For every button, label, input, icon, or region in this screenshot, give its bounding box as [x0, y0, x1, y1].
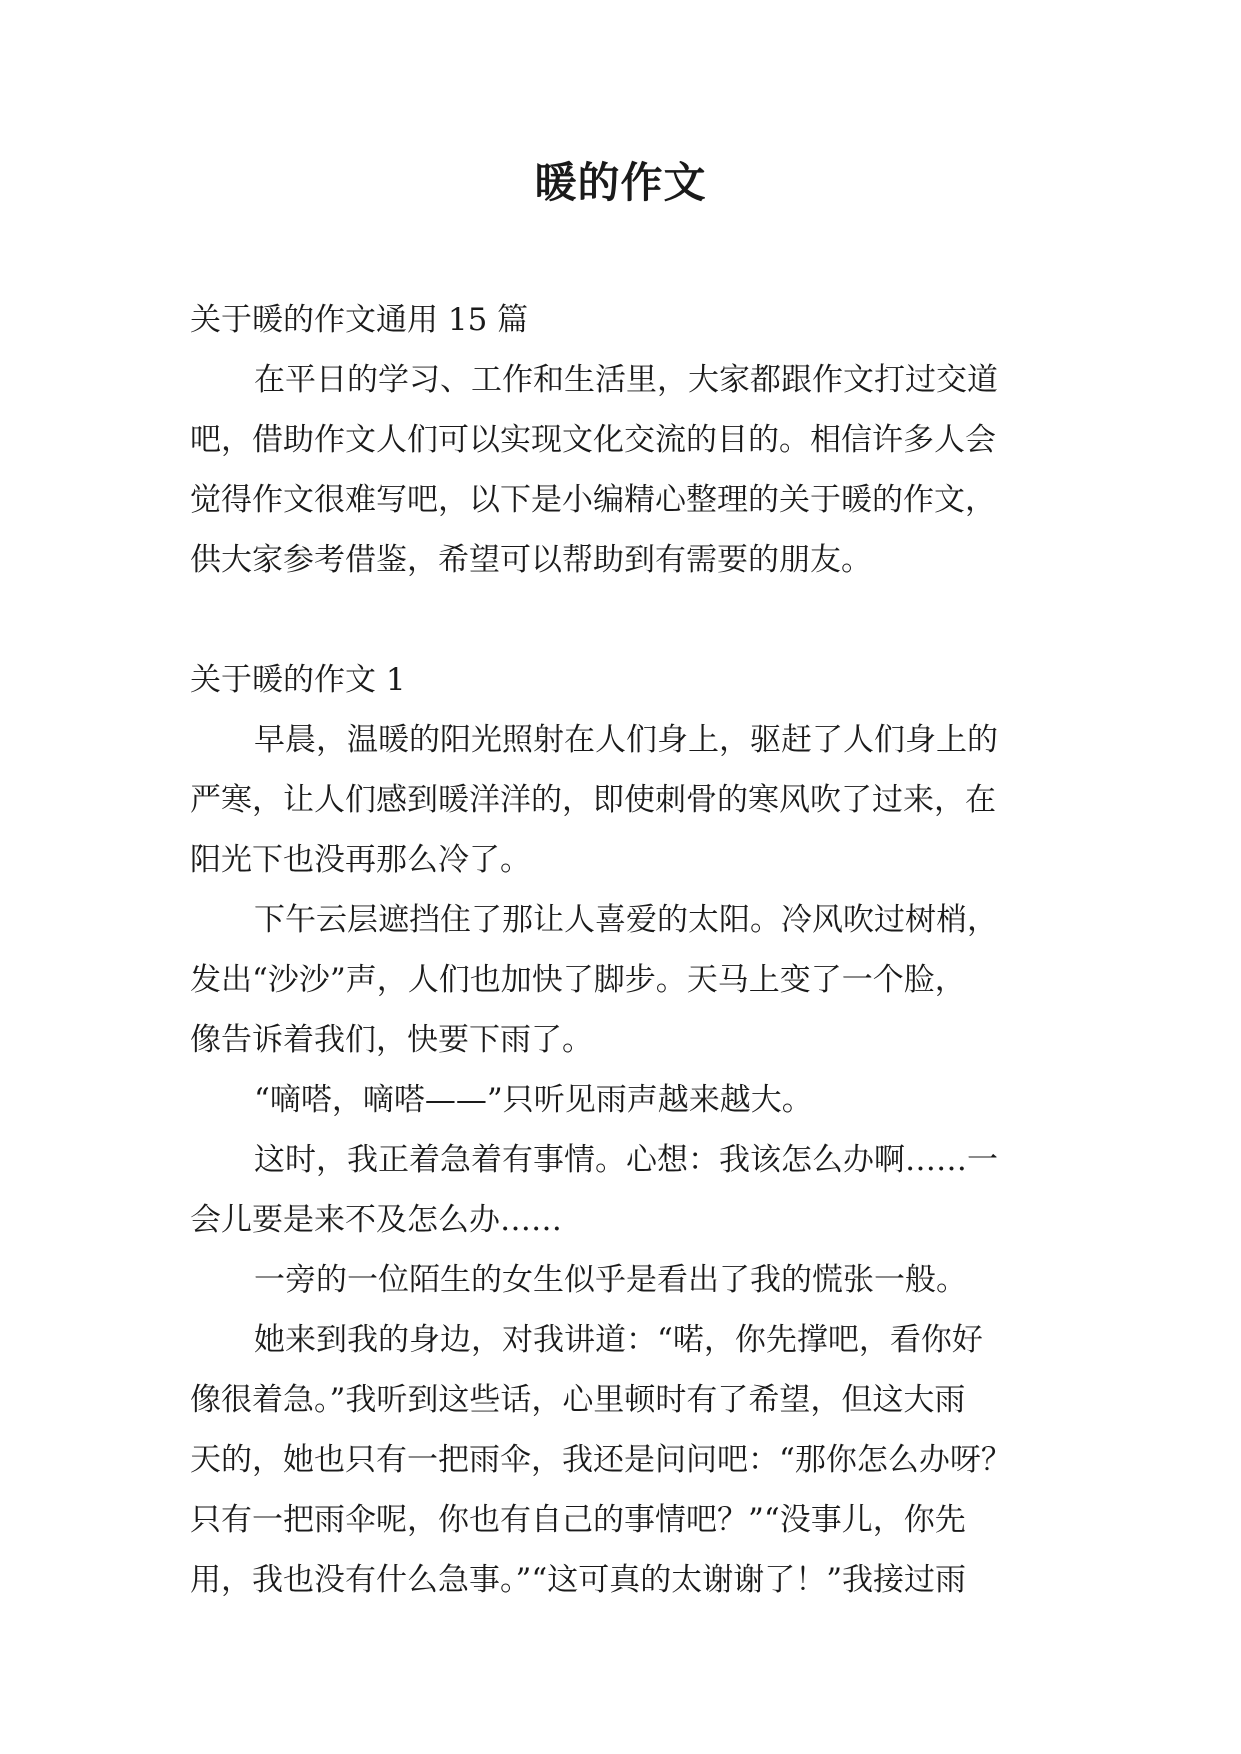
document-title: 暖的作文 [534, 158, 707, 207]
paragraph-line: “嘀嗒，嘀嗒——”只听见雨声越来越大。 [254, 1082, 813, 1118]
paragraph-line: 只有一把雨伞呢，你也有自己的事情吧？”“没事儿，你先 [190, 1502, 966, 1538]
paragraph-line: 这时，我正着急着有事情。心想：我该怎么办啊……一 [254, 1142, 998, 1178]
subtitle: 关于暖的作文通用 15 篇 [190, 302, 529, 338]
paragraph-line: 一旁的一位陌生的女生似乎是看出了我的慌张一般。 [254, 1262, 967, 1298]
paragraph-line: 在平日的学习、工作和生活里，大家都跟作文打过交道 [254, 362, 998, 398]
paragraph-line: 吧，借助作文人们可以实现文化交流的目的。相信许多人会 [190, 422, 996, 458]
paragraph-line: 她来到我的身边，对我讲道：“喏，你先撑吧，看你好 [254, 1322, 983, 1358]
paragraph-line: 天的，她也只有一把雨伞，我还是问问吧：“那你怎么办呀？ [190, 1442, 1012, 1478]
paragraph-line: 早晨，温暖的阳光照射在人们身上，驱赶了人们身上的 [254, 722, 998, 758]
paragraph-line: 用，我也没有什么急事。”“这可真的太谢谢了！”我接过雨 [190, 1562, 967, 1598]
paragraph-line: 发出“沙沙”声，人们也加快了脚步。天马上变了一个脸， [190, 962, 966, 998]
document-body [190, 290, 1060, 1610]
paragraph-line: 像很着急。”我听到这些话，心里顿时有了希望，但这大雨 [190, 1382, 966, 1418]
paragraph-line: 供大家参考借鉴，希望可以帮助到有需要的朋友。 [190, 542, 872, 578]
paragraph-line: 像告诉着我们，快要下雨了。 [190, 1022, 593, 1058]
paragraph-line: 阳光下也没再那么冷了。 [190, 842, 531, 878]
paragraph-line: 严寒，让人们感到暖洋洋的，即使刺骨的寒风吹了过来，在 [190, 782, 996, 818]
paragraph-line: 觉得作文很难写吧，以下是小编精心整理的关于暖的作文， [190, 482, 996, 518]
paragraph-line: 下午云层遮挡住了那让人喜爱的太阳。冷风吹过树梢， [254, 902, 998, 938]
paragraph-line: 会儿要是来不及怎么办…… [190, 1202, 562, 1238]
section-heading: 关于暖的作文 1 [190, 662, 406, 698]
